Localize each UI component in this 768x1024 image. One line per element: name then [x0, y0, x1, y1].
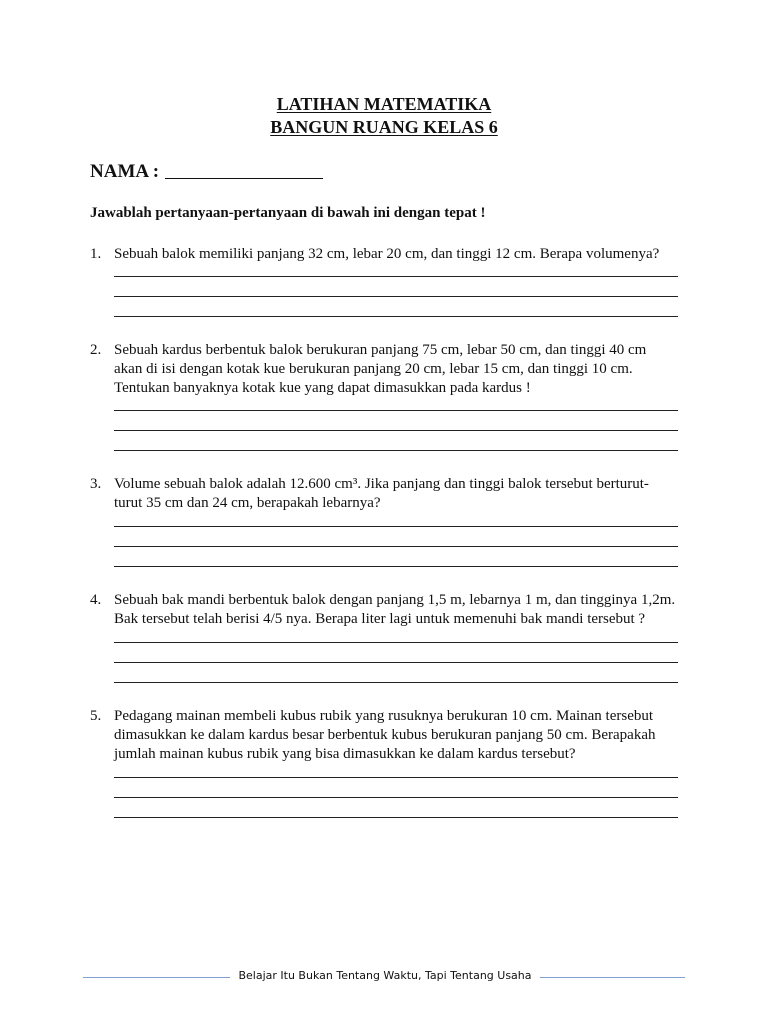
- answer-line: [114, 797, 678, 798]
- worksheet-subtitle: [0, 116, 768, 138]
- footer-divider-right: [540, 977, 685, 978]
- answer-line: [114, 817, 678, 818]
- question-text: jumlah mainan kubus rubik yang bisa dimasukkan ke dalam kardus tersebut?: [114, 746, 576, 762]
- footer-divider-left: [83, 977, 230, 978]
- question-text: Sebuah balok memiliki panjang 32 cm, lebar 20 cm, dan tinggi 12 cm. Berapa volumenya?: [114, 246, 660, 262]
- question-number: 3.: [90, 476, 102, 492]
- answer-line: [114, 662, 678, 663]
- answer-line: [114, 682, 678, 683]
- answer-line: [114, 546, 678, 547]
- name-blank-line: [165, 160, 323, 179]
- question-text: Bak tersebut telah berisi 4/5 nya. Berapa liter lagi untuk memenuhi bak mandi tersebut ?: [114, 611, 646, 627]
- name-label: NAMA :: [90, 161, 160, 182]
- question-text: Pedagang mainan membeli kubus rubik yang rusuknya berukuran 10 cm. Mainan tersebut: [114, 708, 654, 724]
- question-text: dimasukkan ke dalam kardus besar berbentuk kubus berukuran panjang 50 cm. Berapakah: [114, 727, 656, 743]
- answer-line: [114, 276, 678, 277]
- answer-line: [114, 777, 678, 778]
- question-number: 2.: [90, 342, 102, 358]
- name-field: [90, 160, 323, 183]
- answer-line: [114, 526, 678, 527]
- question-number: 5.: [90, 708, 102, 724]
- title-line-2: BANGUN RUANG KELAS 6: [270, 117, 498, 137]
- answer-line: [114, 642, 678, 643]
- answer-line: [114, 410, 678, 411]
- question-text: Sebuah kardus berbentuk balok berukuran panjang 75 cm, lebar 50 cm, dan tinggi 40 cm: [114, 342, 647, 358]
- title-line-1: LATIHAN MATEMATIKA: [276, 94, 492, 114]
- question-text: Sebuah bak mandi berbentuk balok dengan panjang 1,5 m, lebarnya 1 m, dan tingginya 1,2m.: [114, 592, 676, 608]
- answer-line: [114, 450, 678, 451]
- question-text: Volume sebuah balok adalah 12.600 cm³. Jika panjang dan tinggi balok tersebut berturut-: [114, 476, 649, 492]
- answer-line: [114, 316, 678, 317]
- footer-motto: Belajar Itu Bukan Tentang Waktu, Tapi Tentang Usaha: [238, 969, 532, 982]
- answer-line: [114, 566, 678, 567]
- question-number: 1.: [90, 246, 102, 262]
- question-text: turut 35 cm dan 24 cm, berapakah lebarnya?: [114, 495, 381, 511]
- answer-line: [114, 430, 678, 431]
- question-text: akan di isi dengan kotak kue berukuran panjang 20 cm, lebar 15 cm, dan tinggi 10 cm.: [114, 361, 633, 377]
- question-text: Tentukan banyaknya kotak kue yang dapat dimasukkan pada kardus !: [114, 380, 531, 396]
- instruction: Jawablah pertanyaan-pertanyaan di bawah ini dengan tepat !: [90, 205, 486, 221]
- question-number: 4.: [90, 592, 102, 608]
- worksheet-title: [0, 93, 768, 115]
- answer-line: [114, 296, 678, 297]
